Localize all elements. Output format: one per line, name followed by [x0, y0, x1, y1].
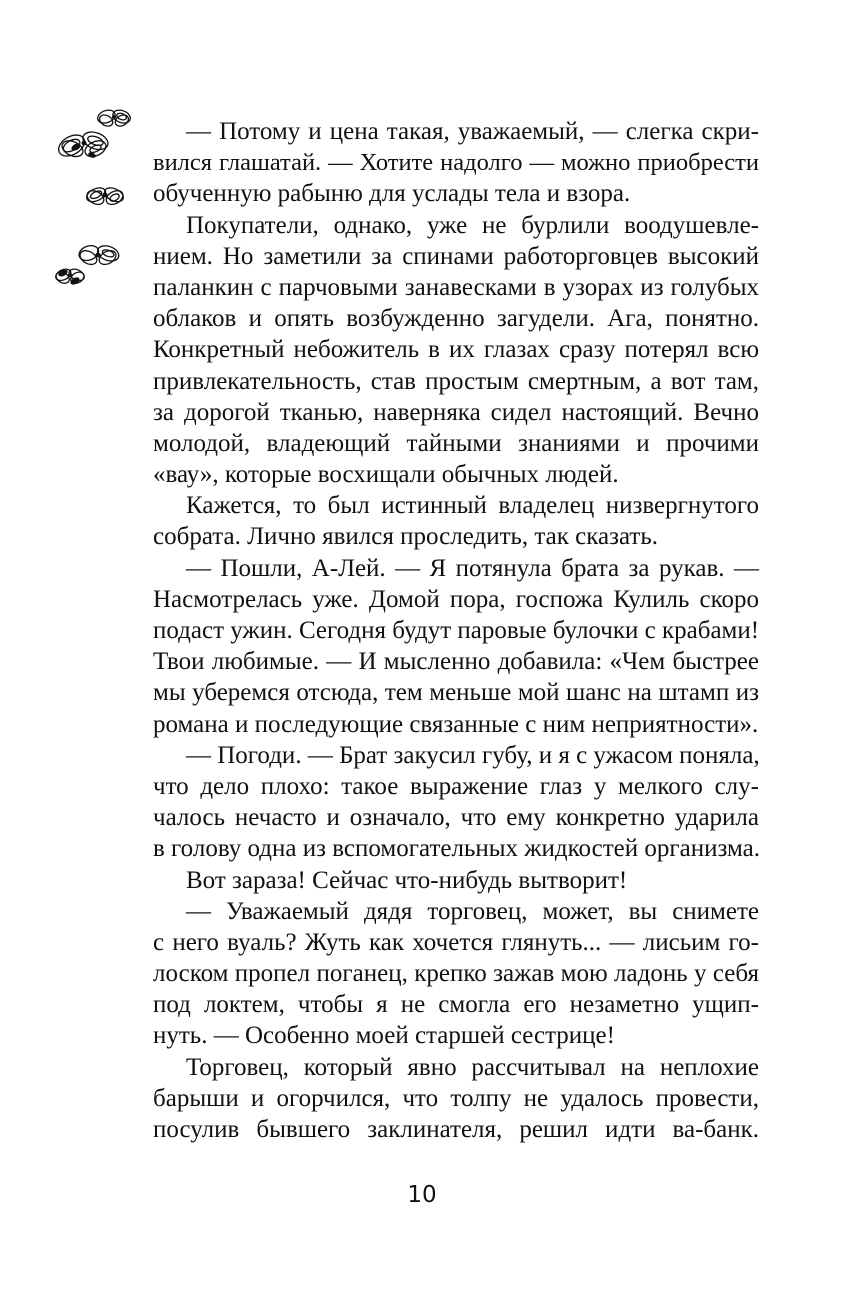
text-line: собрата. Лично явился проследить, так сказать. [153, 523, 658, 551]
text-line: — Пошли, А-Лей. — Я потянула брата за рукав. — [186, 554, 759, 582]
text-line: паланкин с парчовыми занавесками в узорах из голубых [153, 273, 759, 301]
text-line: вился глашатай. — Хотите надолго — можно приобрести [153, 149, 759, 177]
text-line: посулив бывшего заклинателя, решил идти ва-банк. [153, 1116, 759, 1143]
text-line: Конкретный небожитель в их глазах сразу потерял всю [153, 336, 759, 364]
text-line: романа и последующие связанные с ним неприятности». [153, 710, 759, 738]
text-line: под локтем, чтобы я не смогла его незаметно ущип- [153, 991, 759, 1019]
text-line: нием. Но заметили за спинами работорговцев высокий [153, 242, 759, 270]
text-line: Вот зараза! Сейчас что-нибудь вытворит! [186, 866, 628, 894]
body-text [153, 116, 759, 1145]
butterfly-flowers-icon [50, 95, 140, 305]
text-line: — Уважаемый дядя торговец, может, вы снимете [186, 897, 759, 925]
text-line: — Погоди. — Брат закусил губу, и я с ужасом поняла, [186, 741, 760, 769]
text-line: Кажется, то был истинный владелец низвергнутого [186, 492, 759, 520]
text-line: Покупатели, однако, уже не бурлили воодушевле- [186, 211, 759, 239]
text-line: за дорогой тканью, наверняка сидел настоящий. Вечно [153, 398, 759, 426]
text-line: лоском пропел поганец, крепко зажав мою ладонь у себя [153, 960, 759, 988]
text-line: подаст ужин. Сегодня будут паровые булочки с крабами! [153, 617, 760, 644]
text-line: — Потому и цена такая, уважаемый, — слегка скри- [186, 118, 759, 145]
text-line: мы уберемся отсюда, тем меньше мой шанс на штамп из [153, 679, 759, 707]
text-line: обученную рабыню для услады тела и взора. [153, 180, 631, 208]
text-line: что дело плохо: такое выражение глаз у мелкого слу- [153, 772, 759, 800]
text-line: молодой, владеющий тайными знаниями и прочими [153, 429, 759, 457]
text-line: барыши и огорчился, что толпу не удалось провести, [153, 1084, 759, 1112]
text-line: «вау», которые восхищали обычных людей. [153, 461, 619, 489]
text-line: привлекательность, став простым смертным, а вот там, [153, 367, 759, 395]
text-line: чалось нечасто и означало, что ему конкретно ударила [153, 804, 759, 832]
text-line: Торговец, который явно рассчитывал на неплохие [186, 1053, 759, 1081]
page-number: 10 [407, 1182, 437, 1208]
text-line: Твои любимые. — И мысленно добавила: «Чем быстрее [153, 648, 759, 676]
text-line: облаков и опять возбужденно загудели. Ага, понятно. [153, 305, 759, 333]
text-line: в голову одна из вспомогательных жидкостей организма. [153, 835, 761, 863]
text-line: Насмотрелась уже. Домой пора, госпожа Кулиль скоро [153, 585, 759, 613]
text-line: нуть. — Особенно моей старшей сестрице! [153, 1022, 615, 1050]
text-line: с него вуаль? Жуть как хочется глянуть... — лисьим го- [153, 928, 759, 956]
